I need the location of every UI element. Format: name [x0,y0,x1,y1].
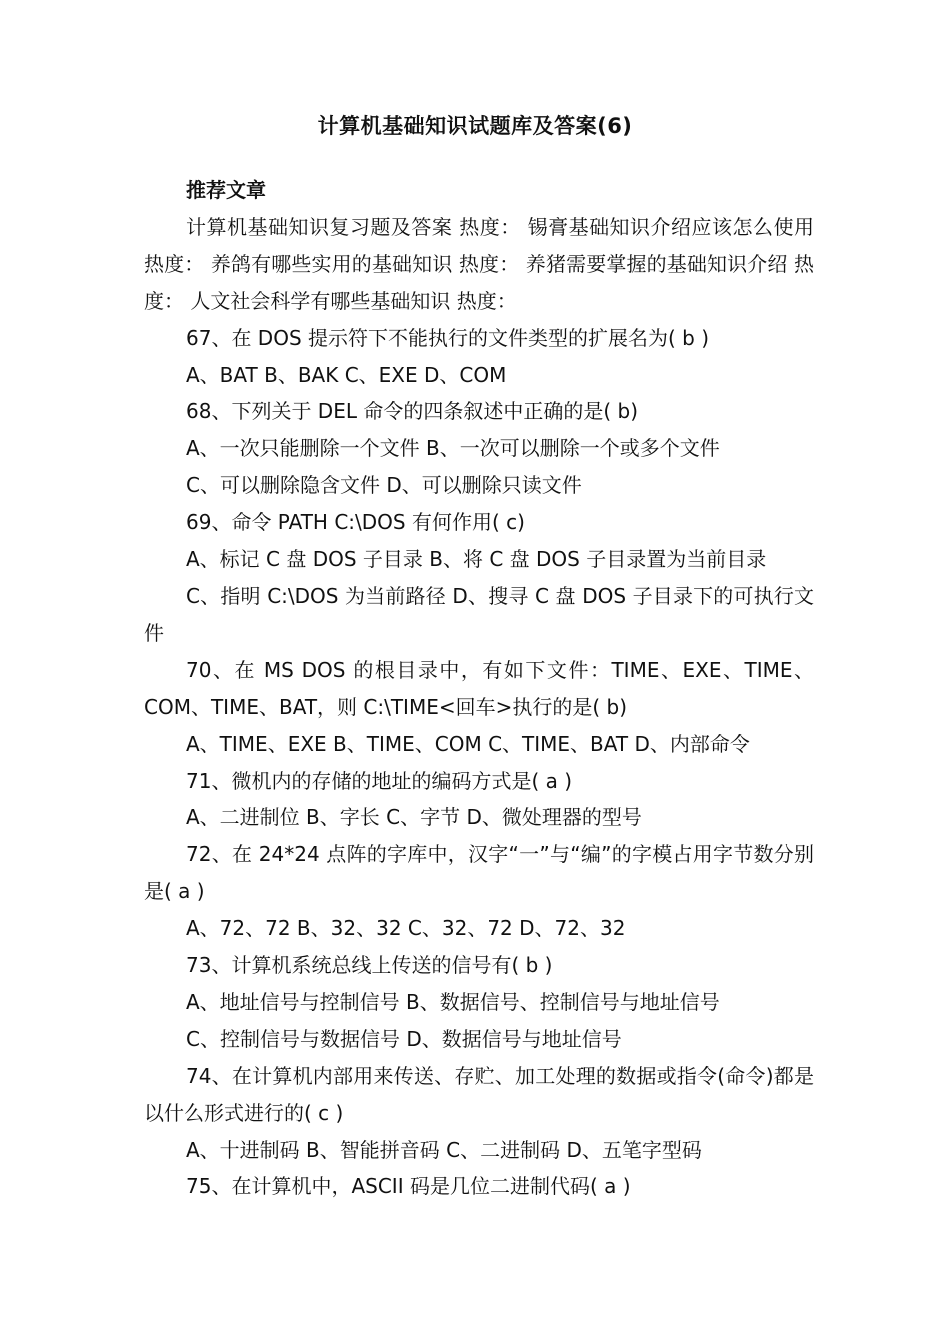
question-69: 69、命令 PATH C:\DOS 有何作用( c) [186,510,525,535]
recommended-articles: 计算机基础知识复习题及答案 热度： 锡膏基础知识介绍应该怎么使用 热度： 养鸽有哪些实用的基础知识 热度： 养猪需要掌握的基础知识介绍 热度： 人文社会科学有哪些基础知识 热度： [144,214,814,313]
question-72: 72、在 24*24 点阵的字库中，汉字“一”与“编”的字模占用字节数分别是( a ) [144,842,814,904]
options-72: A、72、72 B、32、32 C、32、72 D、72、32 [186,916,626,941]
options-73-ab: A、地址信号与控制信号 B、数据信号、控制信号与地址信号 [186,989,720,1014]
options-68-cd: C、可以删除隐含文件 D、可以删除只读文件 [186,473,582,498]
question-68: 68、下列关于 DEL 命令的四条叙述中正确的是( b) [186,399,639,424]
options-69-cd: C、指明 C:\DOS 为当前路径 D、搜寻 C 盘 DOS 子目录下的可执行文件 [144,583,814,645]
question-71: 71、微机内的存储的地址的编码方式是( a ) [186,768,573,793]
question-70: 70、在 MS DOS 的根目录中，有如下文件：TIME、EXE、TIME、COM、TIME、BAT，则 C:\TIME<回车>执行的是( b) [144,657,814,719]
options-74: A、十进制码 B、智能拼音码 C、二进制码 D、五笔字型码 [186,1137,702,1162]
options-68-ab: A、一次只能删除一个文件 B、一次可以删除一个或多个文件 [186,436,720,461]
question-75: 75、在计算机中，ASCII 码是几位二进制代码( a ) [186,1174,631,1199]
options-73-cd: C、控制信号与数据信号 D、数据信号与地址信号 [186,1026,622,1051]
options-71: A、二进制位 B、字长 C、字节 D、微处理器的型号 [186,805,642,830]
question-67: 67、在 DOS 提示符下不能执行的文件类型的扩展名为( b ) [186,325,710,350]
options-69-ab: A、标记 C 盘 DOS 子目录 B、将 C 盘 DOS 子目录置为当前目录 [186,547,767,572]
document-body [144,172,814,1205]
page-title: 计算机基础知识试题库及答案(6) [317,114,633,138]
question-73: 73、计算机系统总线上传送的信号有( b ) [186,953,553,978]
recommend-heading: 推荐文章 [186,178,266,202]
options-70: A、TIME、EXE B、TIME、COM C、TIME、BAT D、内部命令 [186,731,750,756]
question-74: 74、在计算机内部用来传送、存贮、加工处理的数据或指令(命令)都是以什么形式进行的( c ) [144,1063,814,1125]
options-67: A、BAT B、BAK C、EXE D、COM [186,362,507,387]
